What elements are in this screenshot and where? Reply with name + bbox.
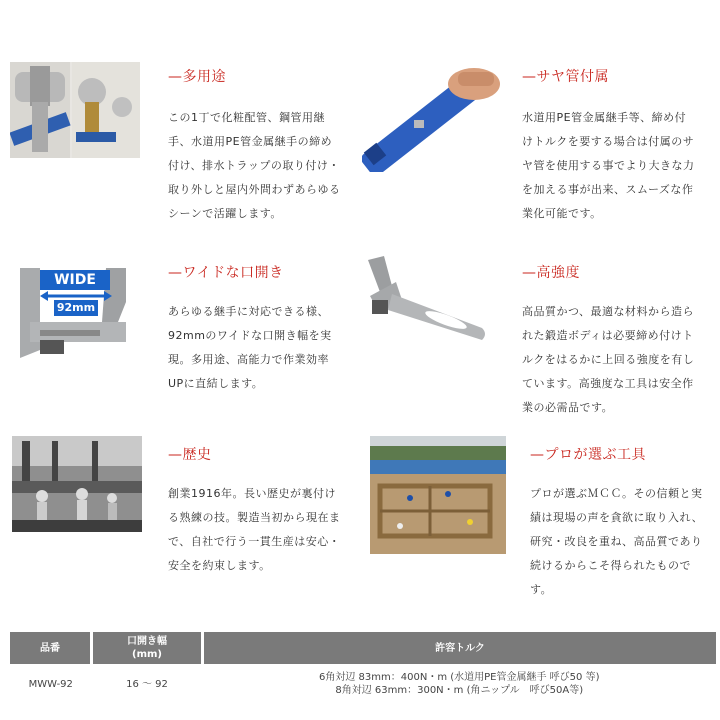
- text-history: 創業1916年。長い歴史が裏付け る熟練の技。製造当初から現在ま で、自社で行う一貫生産は安心・ 安全を約束します。: [168, 487, 341, 572]
- wide-badge: WIDE: [40, 270, 110, 290]
- heading-history: —歴史: [168, 447, 212, 463]
- forged-wrench-photo: [362, 256, 490, 346]
- construction-site-photo: [370, 436, 506, 554]
- heading-sleeve-pipe: —サヤ管付属: [522, 69, 609, 85]
- wide-size-badge: 92mm: [54, 300, 98, 316]
- text-pro-tool: プロが選ぶＭＣＣ。その信頼と実 績は現場の声を貪欲に取り入れ、 研究・改良を重ね、高品質であり 続けるからこそ得られたもので す。: [530, 487, 704, 596]
- text-high-strength: 高品質かつ、最適な材料から造ら れた鍛造ボディは必要締め付けト ルクをはるかに上回る強度を有し ています。高強度な工具は安全作 業の必需品です。: [522, 305, 695, 414]
- cell-model: MWW-92: [28, 678, 73, 690]
- cell-opening: 16 ～ 92: [126, 678, 168, 690]
- sleeve-pipe-photo: [362, 62, 500, 172]
- torque-line-1: 6角対辺 83mm：400N・m (水道用PE管金属継手 呼び50 等): [319, 672, 600, 683]
- heading-pro-tool: —プロが選ぶ工具: [530, 447, 646, 463]
- heading-wide-opening: —ワイドな口開き: [168, 265, 284, 281]
- text-multipurpose: この1丁で化粧配管、鋼管用継 手、水道用PE管金属継手の締め 付け、排水トラップの取り付け・ 取り外しと屋内外問わずあらゆる シーンで活躍します。: [168, 111, 341, 220]
- spec-table: [10, 632, 716, 704]
- header-model: 品番: [10, 632, 92, 664]
- heading-multipurpose: —多用途: [168, 69, 226, 85]
- wide-jaw-photo: [10, 262, 140, 358]
- header-opening: 口開き幅 (mm): [92, 632, 203, 664]
- torque-line-2: 8角対辺 63mm：300N・m (角ニップル 呼び50A等): [335, 685, 584, 696]
- cell-torque: [203, 664, 717, 704]
- text-wide-opening: あらゆる継手に対応できる様、 92mmのワイドな口開き幅を実 現。多用途、高能力で作業効率 UPに直結します。: [168, 305, 332, 390]
- heading-high-strength: —高強度: [522, 265, 580, 281]
- pipe-fittings-photo: [10, 62, 140, 158]
- factory-history-photo: [12, 436, 142, 532]
- header-torque: 許容トルク: [203, 632, 717, 664]
- text-sleeve-pipe: 水道用PE管金属継手等、締め付 けトルクを要する場合は付属のサ ヤ管を使用する事でより大きな力 を加える事が出来、スムーズな作 業化可能です。: [522, 111, 695, 220]
- table-row: [10, 664, 716, 704]
